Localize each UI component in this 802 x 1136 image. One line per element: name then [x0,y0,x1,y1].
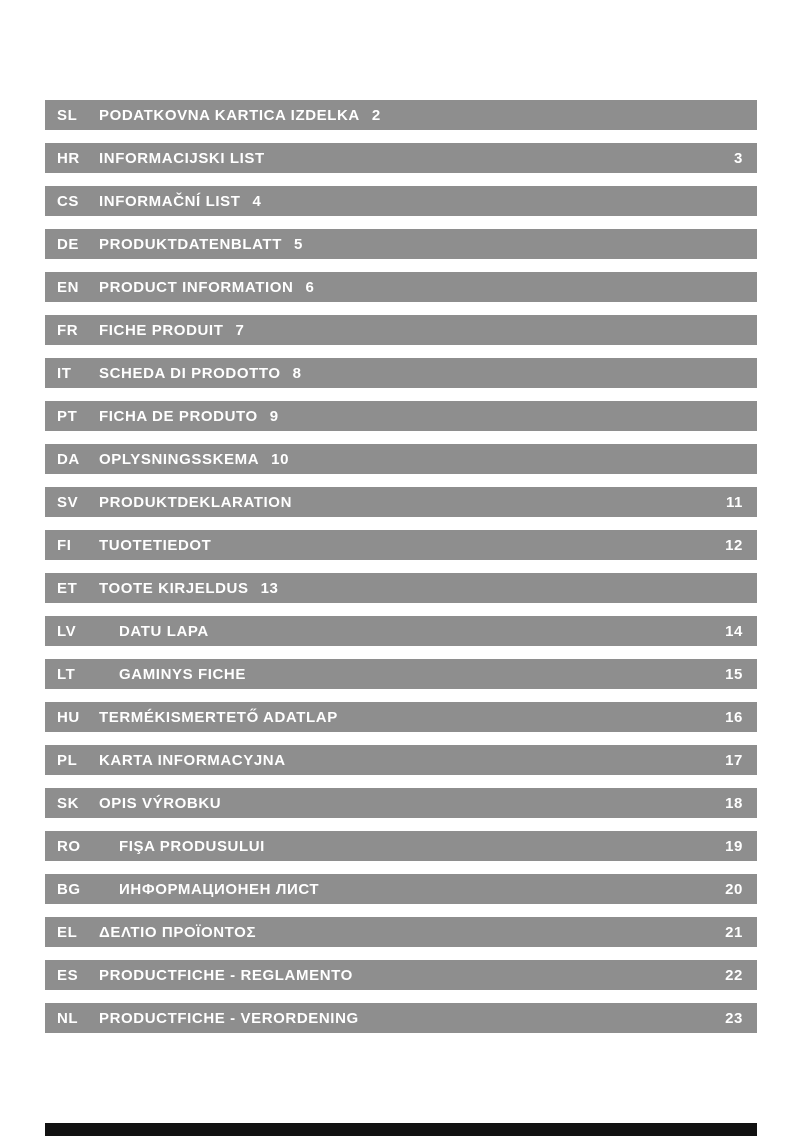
toc-row [45,272,757,302]
section-title: TERMÉKISMERTETŐ ADATLAP [99,708,338,726]
toc-row [45,874,757,904]
toc-row [45,616,757,646]
language-code: RO [57,837,81,855]
page-number-right: 15 [725,665,743,683]
section-title: PRODUKTDATENBLATT [99,235,282,253]
toc-row [45,358,757,388]
page-number-right: 18 [725,794,743,812]
page-number-right: 19 [725,837,743,855]
language-code: NL [57,1009,79,1027]
section-title: ΔΕΛΤΙΟ ΠΡΟΪΟΝΤΟΣ [99,923,257,941]
language-code: SL [57,106,78,124]
section-title: PRODUCTFICHE - REGLAMENTO [99,966,353,984]
page-number-inline: 6 [305,278,315,296]
footer-bar [45,1123,757,1136]
section-title: SCHEDA DI PRODOTTO [99,364,281,382]
section-title: TOOTE KIRJELDUS [99,579,249,597]
language-code: EL [57,923,78,941]
section-title: INFORMACIJSKI LIST [99,149,265,167]
toc-row [45,444,757,474]
section-title: OPIS VÝROBKU [99,794,222,812]
page-number-inline: 7 [235,321,245,339]
page-number-inline: 9 [269,407,279,425]
section-title: INFORMAČNÍ LIST [99,192,241,210]
page-number-right: 11 [725,493,743,511]
section-title: PRODUCTFICHE - VERORDENING [99,1009,359,1027]
section-title: OPLYSNINGSSKEMA [99,450,260,468]
page-number-right: 23 [725,1009,743,1027]
page-number-right: 3 [734,149,743,167]
page-number-inline: 13 [260,579,279,597]
toc-row [45,960,757,990]
page-number-inline: 10 [271,450,290,468]
page-number-inline: 8 [292,364,302,382]
language-code: SV [57,493,79,511]
section-title: FIŞA PRODUSULUI [119,837,265,855]
language-code: PL [57,751,78,769]
toc-row [45,788,757,818]
toc-row [45,186,757,216]
language-code: DE [57,235,80,253]
section-title: PODATKOVNA KARTICA IZDELKA [99,106,360,124]
section-title: TUOTETIEDOT [99,536,212,554]
toc-row [45,315,757,345]
page-number-right: 20 [725,880,743,898]
toc-row [45,831,757,861]
page-number-inline: 4 [252,192,262,210]
section-title: KARTA INFORMACYJNA [99,751,286,769]
page-number-right: 16 [725,708,743,726]
toc-row [45,401,757,431]
section-title: GAMINYS FICHE [119,665,246,683]
toc-row [45,143,757,173]
toc-row [45,917,757,947]
language-code: BG [57,880,81,898]
language-code: IT [57,364,72,382]
toc-list [45,100,757,1046]
language-code: FR [57,321,79,339]
toc-row [45,487,757,517]
language-code: HR [57,149,80,167]
language-code: SK [57,794,80,812]
language-code: CS [57,192,80,210]
language-code: EN [57,278,80,296]
language-code: DA [57,450,80,468]
section-title: FICHE PRODUIT [99,321,224,339]
language-code: PT [57,407,78,425]
language-code: HU [57,708,80,726]
toc-row [45,659,757,689]
page-number-right: 22 [725,966,743,984]
toc-row [45,229,757,259]
page-number-right: 12 [725,536,743,554]
page-number-inline: 5 [293,235,303,253]
section-title: DATU LAPA [119,622,209,640]
language-code: LV [57,622,77,640]
toc-row [45,573,757,603]
toc-row [45,1003,757,1033]
section-title: PRODUCT INFORMATION [99,278,294,296]
language-code: ES [57,966,79,984]
page-number-right: 21 [725,923,743,941]
language-code: FI [57,536,72,554]
page-number-inline: 2 [371,106,381,124]
toc-row [45,530,757,560]
section-title: ИНФОРМАЦИОНЕН ЛИСТ [119,880,320,898]
language-code: ET [57,579,78,597]
toc-row [45,100,757,130]
page-number-right: 17 [725,751,743,769]
section-title: FICHA DE PRODUTO [99,407,258,425]
toc-row [45,702,757,732]
language-code: LT [57,665,76,683]
toc-row [45,745,757,775]
section-title: PRODUKTDEKLARATION [99,493,293,511]
page-number-right: 14 [725,622,743,640]
